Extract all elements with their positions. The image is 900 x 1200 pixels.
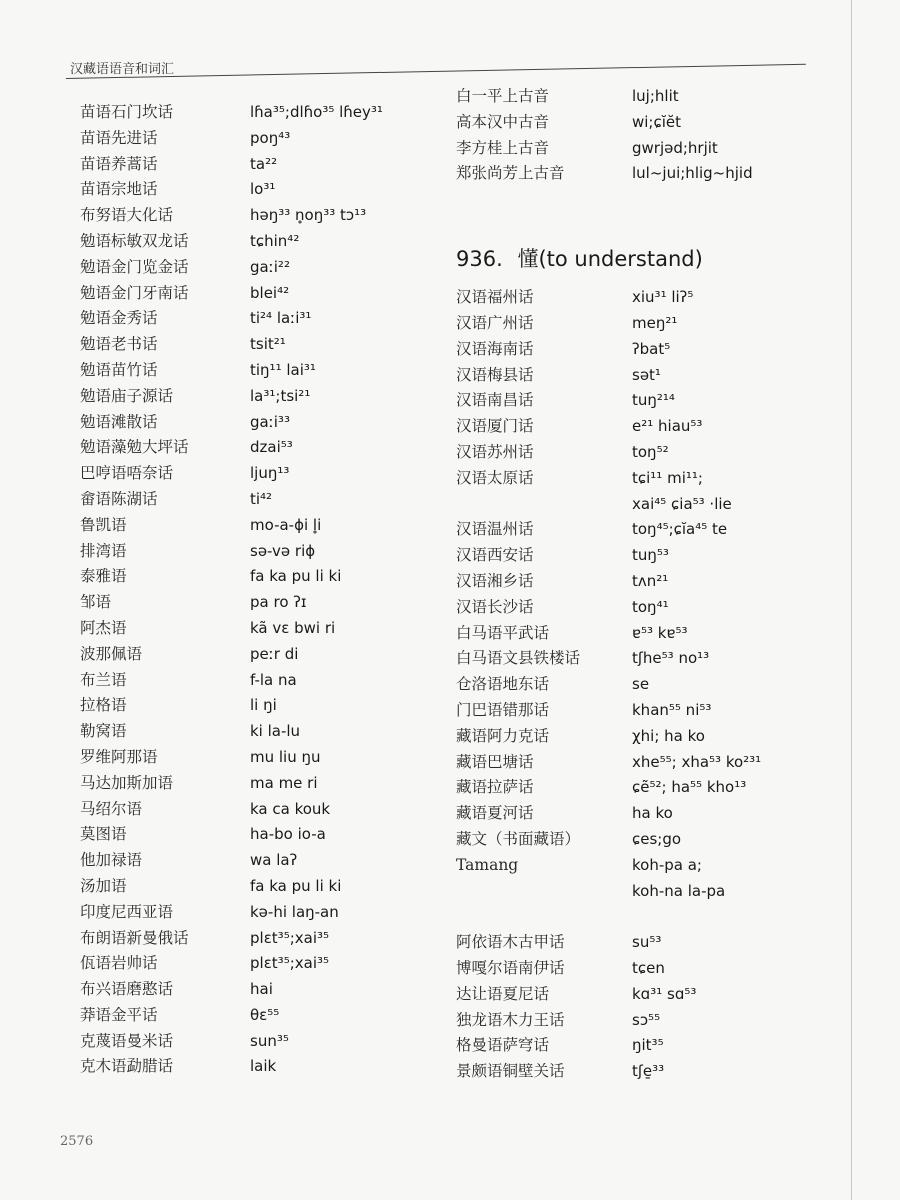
word-form: sət¹ (632, 365, 661, 384)
language-name: 汉语海南话 (456, 339, 534, 358)
language-name: 高本汉中古音 (456, 112, 550, 131)
word-form: ka ca kouk (250, 799, 331, 818)
right-column (456, 84, 761, 1085)
entry-row (66, 822, 383, 848)
language-name: 罗维阿那语 (80, 747, 158, 766)
word-form: se (632, 675, 650, 694)
entry-row (456, 724, 761, 750)
entry-row (456, 672, 761, 698)
language-name: 汉语广州话 (456, 313, 534, 332)
entry-row (66, 203, 383, 229)
word-form: ta²² (250, 154, 278, 173)
entry-row (456, 543, 761, 569)
entry-row (66, 745, 383, 771)
language-name: 汤加语 (80, 876, 127, 895)
entry-row (66, 797, 383, 823)
language-name: 汉语温州话 (456, 520, 534, 539)
entry-row (66, 926, 383, 952)
language-name: 印度尼西亚语 (80, 902, 174, 921)
entry-row (456, 136, 761, 162)
entry-row (66, 668, 383, 694)
word-form: xhe⁵⁵; xha⁵³ ko²³¹ (632, 752, 762, 771)
language-name: 达让语夏尼话 (456, 984, 550, 1003)
word-form: tiŋ¹¹ lai³¹ (250, 360, 316, 379)
language-name: 他加禄语 (80, 851, 143, 870)
entry-row (456, 827, 761, 853)
word-form: ɕẽ⁵²; ha⁵⁵ kho¹³ (632, 778, 747, 797)
language-name: 克蔑语曼米话 (80, 1031, 174, 1050)
language-name: 布兴语磨憨话 (80, 980, 174, 999)
language-name: Tamang (456, 855, 519, 874)
language-name: 勉语金门览金话 (80, 257, 189, 276)
word-form: plɛt³⁵;xai³⁵ (250, 954, 330, 973)
language-name: 白马语文县铁楼话 (456, 649, 581, 668)
word-form: toŋ⁵² (632, 442, 669, 461)
entry-row (66, 590, 383, 616)
entry-row (456, 337, 761, 363)
language-name: 藏语巴塘话 (456, 752, 534, 771)
language-name: 拉格语 (80, 696, 127, 715)
entry-row (66, 642, 383, 668)
entry-row (66, 126, 383, 152)
entry-row (456, 517, 761, 543)
word-form: gwrjəd;hrjit (632, 138, 718, 157)
word-form: meŋ²¹ (632, 313, 678, 332)
word-form: koh-pa a; (632, 855, 702, 874)
language-name: 景颇语铜壁关话 (456, 1062, 565, 1081)
word-form: gaːi³³ (250, 412, 290, 431)
language-name: 勉语滩散话 (80, 412, 158, 431)
language-name: 邹语 (80, 593, 112, 612)
entry-row (66, 100, 383, 126)
entry-row (66, 539, 383, 565)
entry-row (66, 977, 383, 1003)
entry-row (66, 693, 383, 719)
word-form: xai⁴⁵ ɕia⁵³ ·lie (632, 494, 732, 513)
word-form: tʌn²¹ (632, 571, 669, 590)
language-name: 汉语梅县话 (456, 365, 534, 384)
word-form: koh-na la-pa (632, 881, 726, 900)
entry-row (66, 152, 383, 178)
language-name: 苗语养蒿话 (80, 154, 158, 173)
entry-row (456, 595, 761, 621)
entry-row (66, 848, 383, 874)
header-rule (66, 64, 806, 79)
entry-row (456, 161, 761, 187)
entry-row (456, 363, 761, 389)
entry-row (66, 358, 383, 384)
entry-row (66, 951, 383, 977)
section-number: 936. (456, 247, 503, 272)
word-form: ma me ri (250, 773, 318, 792)
word-form: wa laʔ (250, 851, 298, 870)
language-name: 门巴语错那话 (456, 700, 550, 719)
language-name: 白一平上古音 (456, 87, 550, 105)
language-name: 勒窝语 (80, 722, 127, 741)
word-form: tʃe̱³³ (632, 1062, 665, 1081)
language-name: 汉语厦门话 (456, 417, 534, 436)
language-name: 藏文（书面藏语） (456, 829, 581, 848)
language-name: 阿杰语 (80, 618, 127, 637)
word-form: blei⁴² (250, 283, 290, 302)
word-form: toŋ⁴⁵;ɕĭa⁴⁵ te (632, 520, 728, 539)
entry-row (456, 930, 761, 956)
section-entries (456, 285, 761, 1085)
word-form: ljuŋ¹³ (250, 464, 290, 483)
word-form: la³¹;tsi²¹ (250, 386, 311, 405)
word-form: θɛ⁵⁵ (250, 1005, 280, 1024)
word-form: ti²⁴ laːi³¹ (250, 309, 312, 328)
language-name: 汉语湘乡话 (456, 571, 534, 590)
entry-row (66, 229, 383, 255)
word-form: ɐ⁵³ kɐ⁵³ (632, 623, 688, 642)
word-form: ti⁴² (250, 489, 273, 508)
language-name: 勉语老书话 (80, 335, 158, 354)
entry-row (66, 332, 383, 358)
section-title: 懂(to understand) (517, 247, 703, 272)
entry-row (456, 285, 761, 311)
language-name: 莽语金平话 (80, 1005, 158, 1024)
entry-row (456, 853, 761, 879)
entry-row (66, 564, 383, 590)
language-name: 泰雅语 (80, 567, 127, 586)
word-form: kɑ³¹ sɑ⁵³ (632, 984, 697, 1003)
language-name: 勉语标敏双龙话 (80, 231, 189, 250)
language-name: 苗语先进话 (80, 128, 158, 147)
language-name: 汉语南昌话 (456, 391, 534, 410)
entry-row (66, 461, 383, 487)
language-name: 格曼语萨穹话 (456, 1036, 550, 1055)
language-name: 汉语西安话 (456, 546, 534, 565)
language-name: 莫图语 (80, 825, 127, 844)
word-form: luj;hlit (632, 87, 679, 105)
word-form: plɛt³⁵;xai³⁵ (250, 928, 330, 947)
entry-row (456, 879, 761, 905)
word-form: mu liu ŋu (250, 747, 321, 766)
entry-row (456, 646, 761, 672)
language-name: 勉语金秀话 (80, 309, 158, 328)
word-form: ŋit³⁵ (632, 1036, 664, 1055)
word-form: wi;ɕĭĕt (632, 112, 682, 131)
language-name: 苗语石门坎话 (80, 103, 174, 121)
language-name: 鲁凯语 (80, 515, 127, 534)
language-name: 勉语金门牙南话 (80, 283, 189, 302)
word-form: lo³¹ (250, 180, 276, 199)
word-form: tuŋ²¹⁴ (632, 391, 675, 410)
entry-row (66, 384, 383, 410)
left-column (66, 100, 383, 1080)
word-form: dzai⁵³ (250, 438, 293, 457)
language-name: 汉语苏州话 (456, 442, 534, 461)
word-form: tɕen (632, 958, 665, 977)
word-form: lul~jui;hlig~hjid (632, 164, 753, 183)
word-form: mo-a-ɸi l̥i (250, 515, 322, 534)
word-form: ʔbat⁵ (632, 339, 671, 358)
entry-row (66, 255, 383, 281)
language-name: 布努语大化话 (80, 206, 174, 225)
entry-row (66, 281, 383, 307)
section-heading (456, 239, 761, 279)
language-name: 排湾语 (80, 541, 127, 560)
entry-row (66, 306, 383, 332)
language-name: 巴哼语唔奈话 (80, 464, 174, 483)
word-form: peːr di (250, 644, 299, 663)
language-name: 勉语藻勉大坪话 (80, 438, 189, 457)
word-form: ki la-lu (250, 722, 301, 741)
entry-row (456, 621, 761, 647)
language-name: 布朗语新曼俄话 (80, 928, 189, 947)
word-form: e²¹ hiau⁵³ (632, 417, 703, 436)
entry-row (66, 487, 383, 513)
entry-row (456, 110, 761, 136)
language-name: 汉语长沙话 (456, 597, 534, 616)
language-name: 李方桂上古音 (456, 138, 550, 157)
language-name: 独龙语木力王话 (456, 1010, 565, 1029)
language-name: 苗语宗地话 (80, 180, 158, 199)
language-name: 畲语陈湖话 (80, 489, 158, 508)
entry-row (456, 956, 761, 982)
language-name: 汉语福州话 (456, 288, 534, 307)
language-name: 藏语夏河话 (456, 804, 534, 823)
language-name: 博嘎尔语南伊话 (456, 958, 565, 977)
language-name: 白马语平武话 (456, 623, 550, 642)
word-form: sun³⁵ (250, 1031, 289, 1050)
word-form: tɕi¹¹ mi¹¹; (632, 468, 703, 487)
word-form: fa ka pu li ki (250, 876, 342, 895)
entry-gap (456, 904, 761, 930)
entry-row (456, 750, 761, 776)
entry-row (66, 1003, 383, 1029)
entry-row (456, 311, 761, 337)
word-form: ha-bo io-a (250, 825, 326, 844)
entry-row (66, 410, 383, 436)
entry-row (66, 900, 383, 926)
entry-row (456, 492, 761, 518)
entry-row (66, 771, 383, 797)
word-form: toŋ⁴¹ (632, 597, 669, 616)
word-form: tɕhin⁴² (250, 231, 300, 250)
entry-row (66, 616, 383, 642)
word-form: khan⁵⁵ ni⁵³ (632, 700, 712, 719)
word-form: poŋ⁴³ (250, 128, 291, 147)
entry-row (66, 1054, 383, 1080)
language-name: 藏语阿力克话 (456, 726, 550, 745)
language-name: 仓洛语地东话 (456, 675, 550, 694)
entry-row (456, 388, 761, 414)
word-form: tʃhe⁵³ no¹³ (632, 649, 710, 668)
entry-row (66, 435, 383, 461)
word-form: tuŋ⁵³ (632, 546, 669, 565)
entry-row (456, 569, 761, 595)
entry-row (66, 1029, 383, 1055)
entry-row (456, 775, 761, 801)
entry-row (456, 84, 761, 110)
word-form: hai (250, 980, 273, 999)
page-number: 2576 (60, 1134, 94, 1149)
word-form: fa ka pu li ki (250, 567, 342, 586)
entry-row (456, 1059, 761, 1085)
word-form: li ŋi (250, 696, 277, 715)
language-name: 勉语苗竹话 (80, 360, 158, 379)
word-form: χhi; ha ko (632, 726, 705, 745)
word-form: həŋ³³ n̥oŋ³³ tɔ¹³ (250, 206, 367, 225)
entry-row (66, 513, 383, 539)
word-form: kə-hi laŋ-an (250, 902, 339, 921)
language-name: 汉语太原话 (456, 468, 534, 487)
word-form: xiu³¹ liʔ⁵ (632, 288, 694, 307)
word-form: ha ko (632, 804, 673, 823)
entry-row (456, 1008, 761, 1034)
language-name: 郑张尚芳上古音 (456, 164, 565, 183)
word-form: sə-və riɸ (250, 541, 316, 560)
entry-row (456, 982, 761, 1008)
language-name: 克木语勐腊话 (80, 1057, 174, 1076)
language-name: 马绍尔语 (80, 799, 143, 818)
language-name: 藏语拉萨话 (456, 778, 534, 797)
entry-row (66, 177, 383, 203)
entry-row (456, 440, 761, 466)
word-form: ɕes;go (632, 829, 682, 848)
entry-row (66, 719, 383, 745)
language-name: 佤语岩帅话 (80, 954, 158, 973)
running-header: 汉藏语语音和词汇 (70, 62, 175, 77)
language-name: 波那佩语 (80, 644, 143, 663)
word-form: tsit²¹ (250, 335, 286, 354)
language-name: 布兰语 (80, 670, 127, 689)
word-form: lɦa³⁵;dlɦo³⁵ lɦey³¹ (250, 103, 383, 121)
right-top-entries (456, 84, 761, 187)
word-form: laik (250, 1057, 277, 1076)
word-form: gaːi²² (250, 257, 290, 276)
language-name: 马达加斯加语 (80, 773, 174, 792)
word-form: f-la na (250, 670, 297, 689)
language-name: 勉语庙子源话 (80, 386, 174, 405)
entry-row (66, 874, 383, 900)
entry-row (456, 414, 761, 440)
entry-row (456, 698, 761, 724)
page-edge (851, 0, 852, 1200)
entry-row (456, 801, 761, 827)
language-name: 阿依语木古甲话 (456, 933, 565, 952)
entry-row (456, 1033, 761, 1059)
word-form: kã vɛ bwi ri (250, 618, 336, 637)
entry-row (456, 466, 761, 492)
spacer (456, 187, 761, 237)
word-form: su⁵³ (632, 933, 662, 952)
word-form: pa ro ʔɪ (250, 593, 307, 612)
word-form: sɔ⁵⁵ (632, 1010, 661, 1029)
